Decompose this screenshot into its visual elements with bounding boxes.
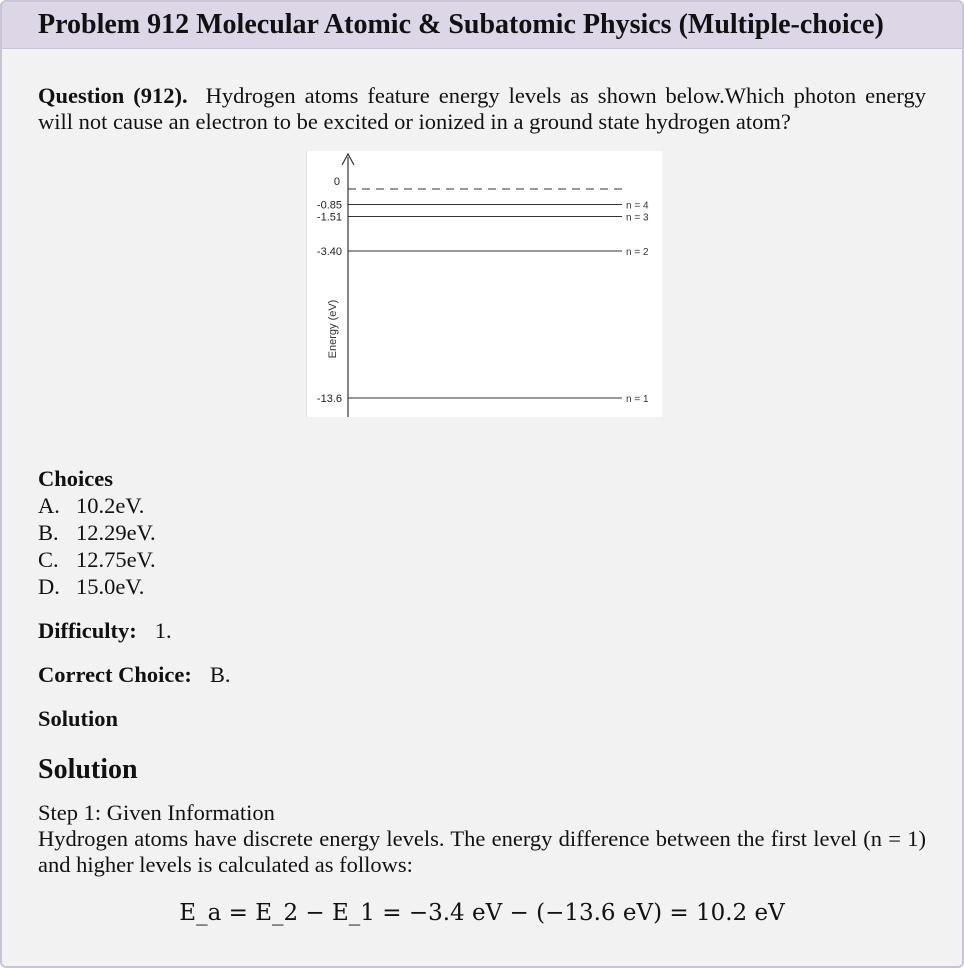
choice-text: 15.0eV. [76, 574, 145, 599]
choices [38, 465, 926, 600]
choice-c [38, 546, 926, 573]
solution-label: Solution [38, 706, 119, 731]
question-label: Question (912). [38, 83, 188, 108]
energy-level-diagram [306, 151, 662, 417]
choice-letter: D. [38, 574, 60, 599]
choice-letter: A. [38, 493, 60, 518]
quantum-number-label: n = 3 [626, 212, 649, 224]
quantum-number-label: n = 1 [626, 394, 649, 405]
choice-d [38, 573, 926, 600]
solution-step-1: Step 1: Given Information [38, 800, 275, 825]
difficulty [38, 618, 926, 644]
solution-heading: Solution [38, 754, 138, 785]
choice-letter: B. [38, 520, 59, 545]
energy-value-label: 0 [333, 176, 340, 188]
energy-value-label: -13.6 [316, 393, 342, 405]
problem-title: Problem 912 Molecular Atomic & Subatomic Physics (Multiple-choice) [38, 9, 884, 40]
choice-text: 12.29eV. [76, 520, 156, 545]
correct-choice [38, 662, 926, 688]
energy-level-svg [306, 151, 662, 417]
correct-choice-value: B. [209, 662, 231, 687]
diagram-background [306, 151, 662, 417]
energy-value-label: -0.85 [316, 199, 342, 212]
axis-label: Energy (eV) [327, 299, 339, 359]
quantum-number-label: n = 2 [626, 247, 649, 258]
question [38, 83, 926, 135]
choice-a [38, 492, 926, 519]
solution-paragraph: Hydrogen atoms have discrete energy levels. The energy difference between the first level (n = 1) and higher levels is calculated as follows: [38, 826, 926, 877]
problem-header [2, 2, 962, 49]
question-text: Hydrogen atoms feature energy levels as shown below.Which photon energy will not cause an electron to be excited or ionized in a ground state hydrogen atom? [38, 83, 926, 134]
choice-text: 10.2eV. [76, 493, 145, 518]
difficulty-label: Difficulty: [38, 618, 137, 643]
problem-content [2, 49, 962, 926]
correct-choice-label: Correct Choice: [38, 662, 192, 687]
choices-title: Choices [38, 466, 113, 491]
choice-b [38, 519, 926, 546]
quantum-number-label: n = 4 [626, 200, 649, 212]
choice-text: 12.75eV. [76, 547, 156, 572]
energy-value-label: -3.40 [316, 246, 342, 258]
choice-letter: C. [38, 547, 59, 572]
difficulty-value: 1. [154, 618, 172, 643]
solution-equation: E_a = E_2 − E_1 = −3.4 eV − (−13.6 eV) = 10.2 eV [179, 900, 785, 926]
energy-value-label: -1.51 [316, 211, 342, 224]
